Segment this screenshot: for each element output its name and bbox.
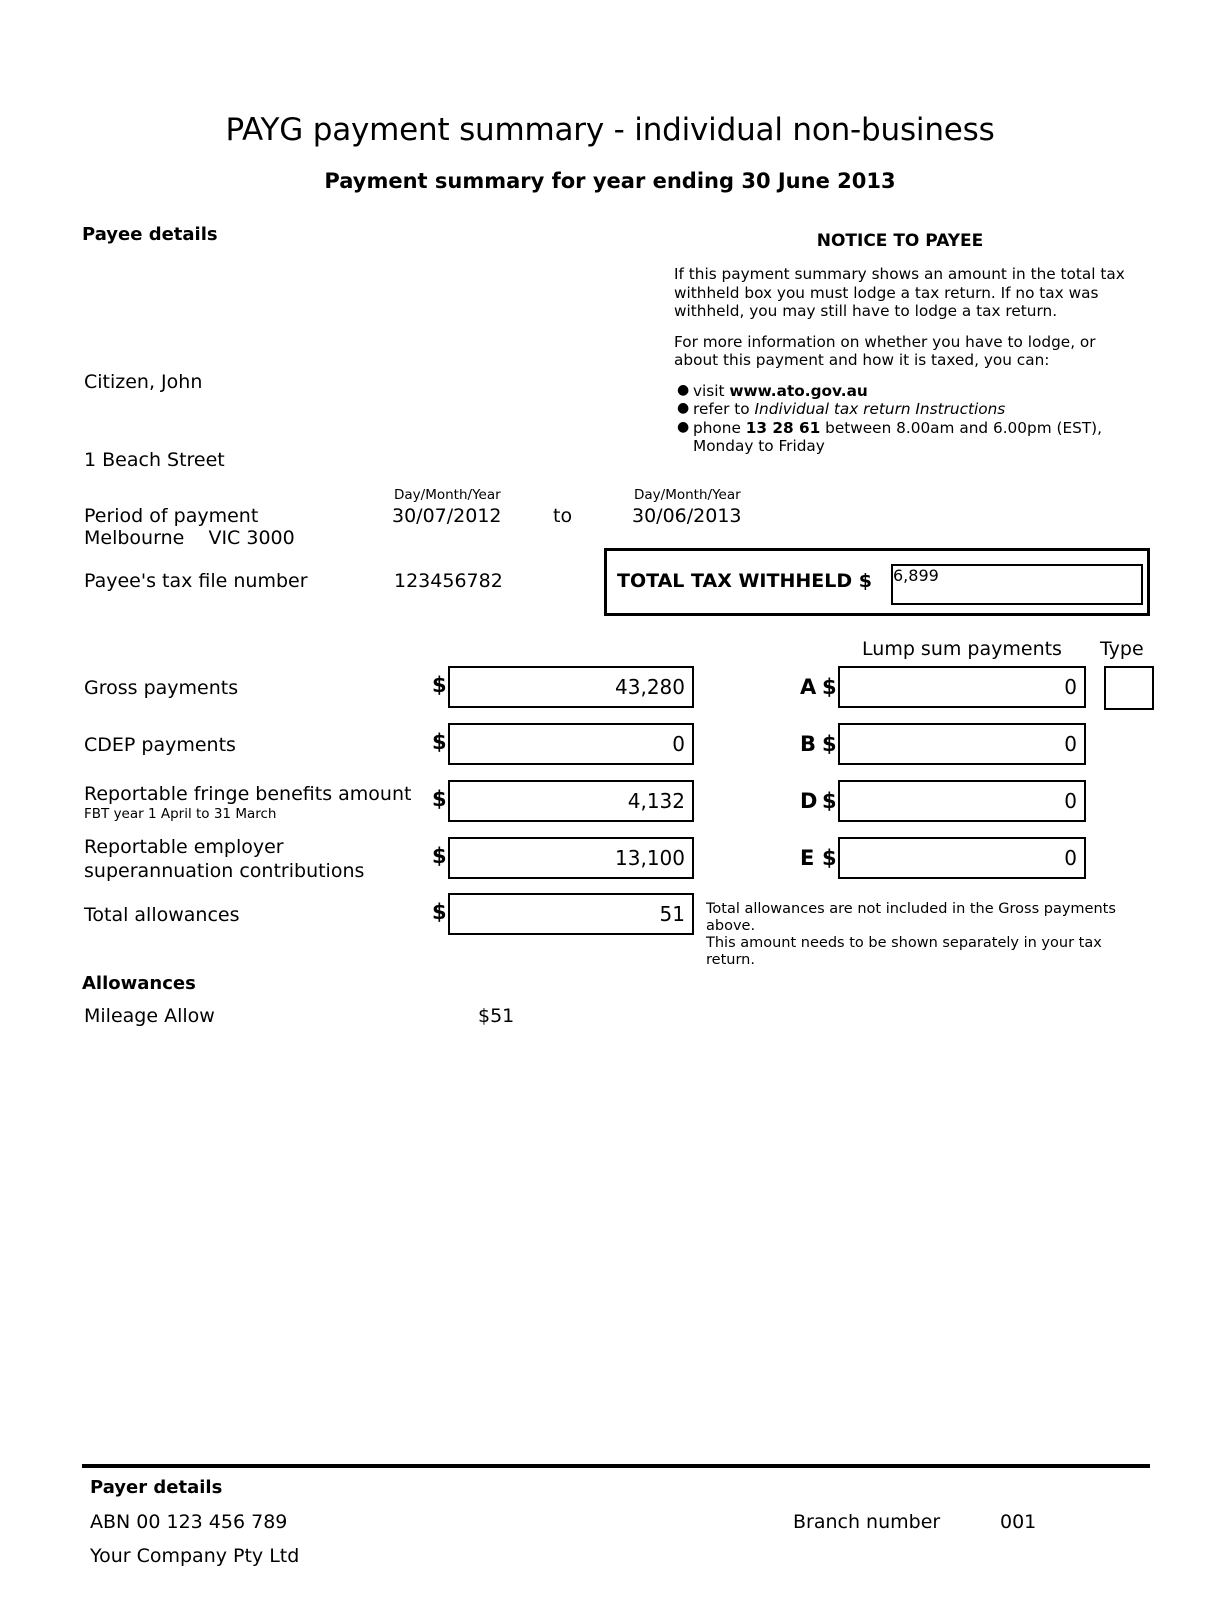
ato-phone-number: 13 28 61 — [745, 418, 821, 437]
lump-sum-b-letter: B — [800, 732, 817, 756]
footer-divider — [82, 1464, 1150, 1468]
fringe-benefits-label-text: Reportable fringe benefits amount — [84, 783, 412, 805]
lump-sum-b-field[interactable] — [838, 723, 1086, 765]
total-allowances-field[interactable] — [448, 893, 694, 935]
bullet-suffix: between 8.00am and 6.00pm (EST), Monday to Friday — [693, 418, 1103, 455]
branch-number-label: Branch number — [793, 1511, 941, 1533]
payee-name: Citizen, John — [84, 371, 203, 393]
employer-super-label — [84, 835, 364, 883]
period-to-value: 30/06/2013 — [632, 505, 742, 527]
bullet-prefix: visit — [693, 381, 730, 400]
notice-heading: NOTICE TO PAYEE — [816, 231, 984, 251]
employer-super-value: 13,100 — [615, 846, 685, 870]
lump-sum-e-letter: E — [800, 846, 815, 870]
lump-sum-a-dollar-sign: $ — [822, 675, 837, 699]
tax-file-number-value: 123456782 — [394, 570, 503, 592]
payee-details-heading: Payee details — [82, 224, 218, 245]
lump-sum-e-dollar-sign: $ — [822, 846, 837, 870]
cdep-payments-label: CDEP payments — [84, 734, 236, 756]
employer-super-label-line2: superannuation contributions — [84, 860, 365, 882]
list-item — [674, 382, 1126, 401]
total-allowances-dollar-sign: $ — [432, 900, 447, 924]
payee-address-line1: 1 Beach Street — [84, 449, 225, 471]
notice-to-payee — [674, 231, 1126, 456]
lump-sum-e-field[interactable] — [838, 837, 1086, 879]
bullet-prefix: phone — [693, 418, 746, 437]
page-subtitle: Payment summary for year ending 30 June 2013 — [324, 169, 896, 193]
lump-sum-b-value: 0 — [1064, 732, 1077, 756]
ato-website-link[interactable]: www.ato.gov.au — [729, 381, 868, 400]
allowance-item-name: Mileage Allow — [84, 1005, 215, 1027]
period-to-caption: Day/Month/Year — [634, 487, 741, 503]
lump-sum-type-heading: Type — [1100, 638, 1144, 660]
gross-payments-dollar-sign: $ — [432, 673, 447, 697]
employer-super-dollar-sign: $ — [432, 844, 447, 868]
cdep-payments-dollar-sign: $ — [432, 730, 447, 754]
allowance-item-amount: $51 — [478, 1005, 515, 1027]
payer-abn: ABN 00 123 456 789 — [90, 1511, 288, 1533]
total-allowances-note — [706, 901, 1146, 969]
lump-sum-d-dollar-sign: $ — [822, 789, 837, 813]
allowances-heading: Allowances — [82, 973, 196, 994]
payee-address-line2: Melbourne VIC 3000 — [84, 527, 295, 549]
gross-payments-label: Gross payments — [84, 677, 239, 699]
bullet-icon: ● — [677, 418, 690, 435]
employer-super-label-line1: Reportable employer — [84, 836, 284, 858]
bullet-icon: ● — [677, 381, 690, 398]
lump-sum-a-value: 0 — [1064, 675, 1077, 699]
lump-sum-b-dollar-sign: $ — [822, 732, 837, 756]
lump-sum-a-letter: A — [800, 675, 817, 699]
lump-sum-type-field[interactable] — [1104, 666, 1154, 710]
total-allowances-value: 51 — [659, 902, 685, 926]
branch-number-value: 001 — [1000, 1511, 1037, 1533]
lump-sum-payments-heading: Lump sum payments — [862, 638, 1062, 660]
cdep-payments-value: 0 — [672, 732, 685, 756]
total-tax-withheld-field[interactable] — [891, 564, 1143, 605]
gross-payments-value: 43,280 — [615, 675, 685, 699]
lump-sum-e-value: 0 — [1064, 846, 1077, 870]
lump-sum-d-letter: D — [800, 789, 818, 813]
bullet-prefix: refer to — [693, 400, 755, 418]
bullet-icon: ● — [677, 400, 690, 416]
total-allowances-note-line1: Total allowances are not included in the Gross payments above. — [706, 901, 1116, 934]
payer-details-heading: Payer details — [90, 1477, 223, 1498]
tax-file-number-label: Payee's tax file number — [84, 570, 308, 592]
total-tax-withheld-value: 6,899 — [893, 566, 939, 585]
list-item — [674, 400, 1126, 419]
fringe-benefits-sublabel: FBT year 1 April to 31 March — [84, 806, 277, 822]
payee-address-block — [84, 317, 295, 603]
period-of-payment-label: Period of payment — [84, 505, 259, 527]
total-allowances-note-line2: This amount needs to be shown separately in your tax return. — [706, 935, 1102, 968]
notice-paragraph-2: For more information on whether you have to lodge, or about this payment and how it is taxed, you can: — [674, 332, 1096, 369]
instructions-title: Individual tax return Instructions — [754, 400, 1006, 418]
total-allowances-label: Total allowances — [84, 904, 240, 926]
list-item — [674, 419, 1126, 456]
notice-paragraph-1: If this payment summary shows an amount in the total tax withheld box you must lodge a tax return. If no tax was withheld, you may still have to lodge a tax return. — [674, 265, 1125, 320]
lump-sum-a-field[interactable] — [838, 666, 1086, 708]
fringe-benefits-label — [84, 782, 411, 823]
page-title: PAYG payment summary - individual non-business — [225, 112, 995, 148]
period-from-caption: Day/Month/Year — [394, 487, 501, 503]
lump-sum-d-value: 0 — [1064, 789, 1077, 813]
lump-sum-d-field[interactable] — [838, 780, 1086, 822]
fringe-benefits-value: 4,132 — [627, 789, 685, 813]
notice-bullet-list — [674, 382, 1126, 456]
period-from-value: 30/07/2012 — [392, 505, 502, 527]
total-tax-withheld-label: TOTAL TAX WITHHELD $ — [617, 570, 872, 592]
employer-super-field[interactable] — [448, 837, 694, 879]
fringe-benefits-field[interactable] — [448, 780, 694, 822]
fringe-benefits-dollar-sign: $ — [432, 787, 447, 811]
cdep-payments-field[interactable] — [448, 723, 694, 765]
period-separator: to — [553, 505, 573, 527]
payer-name: Your Company Pty Ltd — [90, 1545, 300, 1567]
gross-payments-field[interactable] — [448, 666, 694, 708]
